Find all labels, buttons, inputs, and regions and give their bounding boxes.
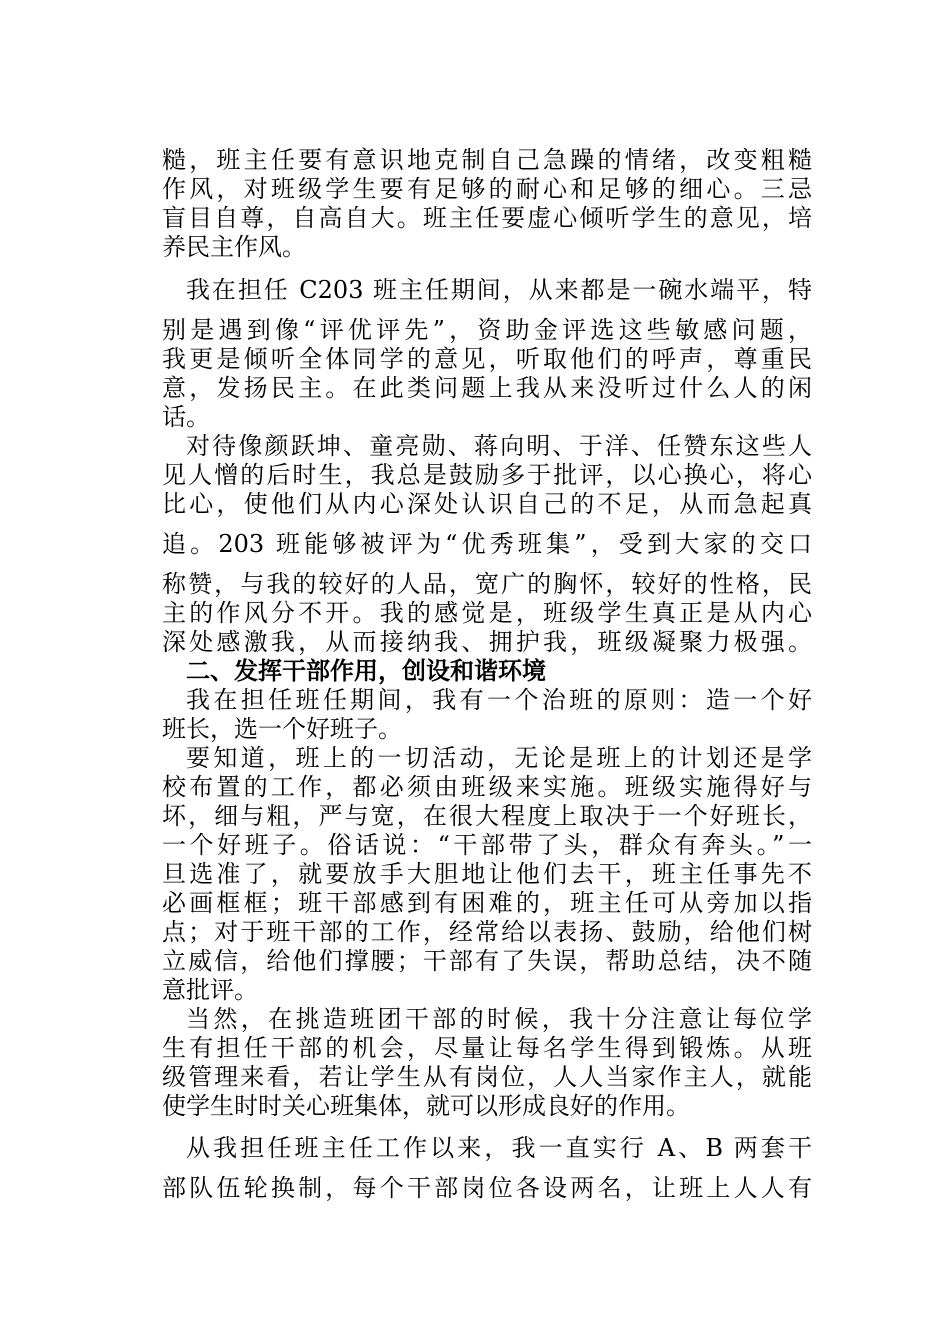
text-line: 追。203 班能够被评为“优秀班集”，受到大家的交口 — [162, 530, 812, 558]
text-line: 使学生时时关心班集体，就可以形成良好的作用。 — [162, 1092, 690, 1120]
text-line: 生有担任干部的机会，尽量让每名学生得到锻炼。从班 — [162, 1034, 812, 1062]
text-line: 必画框框；班干部感到有困难的，班主任可从旁加以指 — [162, 889, 812, 917]
text-line: 校布置的工作，都必须由班级来实施。班级实施得好与 — [162, 773, 812, 801]
text-line: 话。 — [162, 403, 210, 431]
text-line: 部队伍轮换制，每个干部岗位各设两名，让班上人人有 — [162, 1174, 812, 1202]
text-line: 别是遇到像“评优评先”，资助金评选这些敏感问题， — [162, 316, 812, 344]
text-line: 对待像颜跃坤、童亮勋、蒋向明、于洋、任赞东这些人 — [186, 432, 812, 460]
text-line: 作风，对班级学生要有足够的耐心和足够的细心。三忌 — [162, 175, 812, 203]
text-line: 意，发扬民主。在此类问题上我从来没听过什么人的闲 — [162, 374, 812, 402]
text-line: 深处感激我，从而接纳我、拥护我，班级凝聚力极强。 — [162, 628, 812, 656]
text-line: 养民主作风。 — [162, 233, 306, 261]
text-line: 级管理来看，若让学生从有岗位，人人当家作主人，就能 — [162, 1063, 812, 1091]
text-line: 我在担任 C203 班主任期间，从来都是一碗水端平，特 — [186, 276, 812, 304]
text-line: 我在担任班任期间，我有一个治班的原则：造一个好 — [186, 686, 812, 714]
text-line: 立威信，给他们撑腰；干部有了失误，帮助总结，决不随 — [162, 947, 812, 975]
text-line: 旦选准了，就要放手大胆地让他们去干，班主任事先不 — [162, 860, 812, 888]
text-line: 盲目自尊，自高自大。班主任要虚心倾听学生的意见，培 — [162, 204, 812, 232]
text-line: 我更是倾听全体同学的意见，听取他们的呼声，尊重民 — [162, 345, 812, 373]
text-line: 点；对于班干部的工作，经常给以表扬、鼓励，给他们树 — [162, 918, 812, 946]
section-heading: 二、发挥干部作用，创设和谐环境 — [186, 657, 546, 685]
text-line: 坏，细与粗，严与宽，在很大程度上取决于一个好班长， — [162, 802, 812, 830]
text-line: 称赞，与我的较好的人品，宽广的胸怀，较好的性格，民 — [162, 570, 812, 598]
text-line: 比心，使他们从内心深处认识自己的不足，从而急起真 — [162, 490, 812, 518]
text-line: 从我担任班主任工作以来，我一直实行 A、B 两套干 — [186, 1134, 812, 1162]
text-line: 主的作风分不开。我的感觉是，班级学生真正是从内心 — [162, 599, 812, 627]
text-line: 班长，选一个好班子。 — [162, 715, 402, 743]
text-line: 糙，班主任要有意识地克制自己急躁的情绪，改变粗糙 — [162, 146, 812, 174]
text-line: 见人憎的后时生，我总是鼓励多于批评，以心换心，将心 — [162, 461, 812, 489]
text-line: 要知道，班上的一切活动，无论是班上的计划还是学 — [186, 744, 812, 772]
text-line: 当然，在挑造班团干部的时候，我十分注意让每位学 — [186, 1005, 812, 1033]
text-line: 一个好班子。俗话说：“干部带了头，群众有奔头。”一 — [162, 831, 812, 859]
text-line: 意批评。 — [162, 976, 258, 1004]
